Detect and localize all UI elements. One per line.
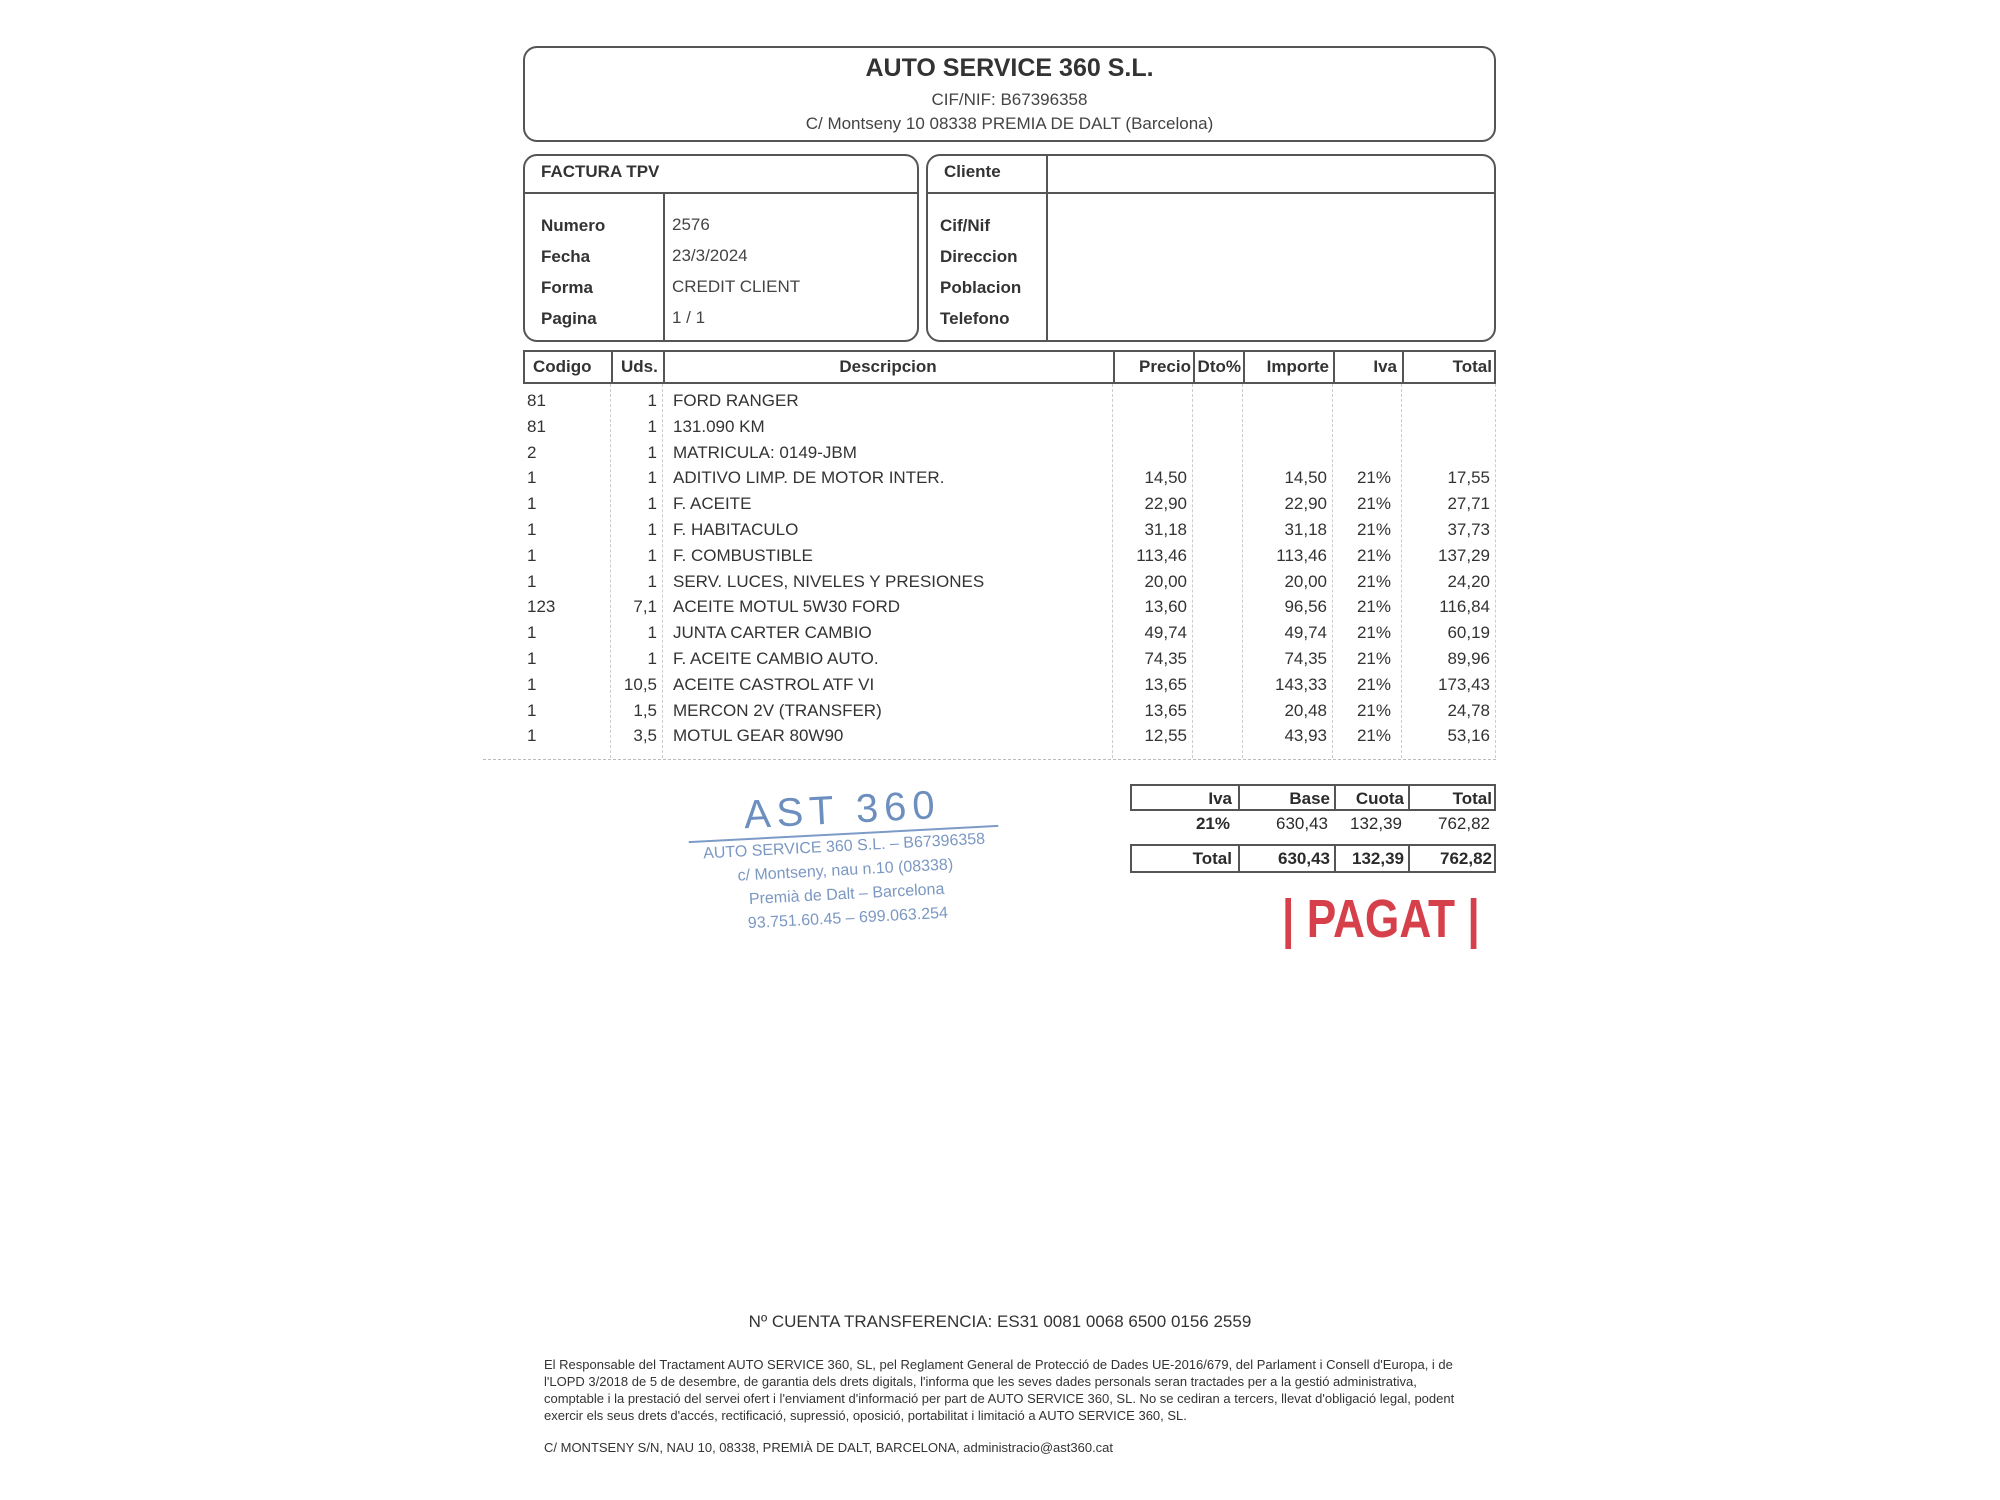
col-precio: Precio <box>1139 357 1191 376</box>
cell-precio: 13,60 <box>1144 597 1187 617</box>
cell-descripcion: MERCON 2V (TRANSFER) <box>673 700 882 720</box>
cell-importe: 20,48 <box>1284 700 1327 720</box>
total-base: 630,43 <box>1278 849 1330 868</box>
cell-codigo: 81 <box>527 391 546 410</box>
cell-total: 60,19 <box>1447 623 1490 643</box>
cell-iva: 21% <box>1356 597 1391 617</box>
items-table <box>523 350 1496 758</box>
table-row <box>523 519 1496 545</box>
total-label: Total <box>1192 849 1232 868</box>
fecha-label: Fecha <box>541 247 591 266</box>
cell-codigo: 123 <box>527 597 556 617</box>
cell-codigo: 1 <box>527 545 537 565</box>
total-amount: 762,82 <box>1440 849 1492 868</box>
cell-total: 116,84 <box>1439 597 1490 617</box>
cell-codigo: 1 <box>527 468 537 488</box>
cell-descripcion: F. COMBUSTIBLE <box>673 545 813 565</box>
telefono-label: Telefono <box>940 309 1010 328</box>
cell-importe: 22,90 <box>1284 494 1327 514</box>
direccion-label: Direccion <box>940 247 1018 266</box>
cell-descripcion: 131.090 KM <box>673 416 765 436</box>
col-importe: Importe <box>1266 357 1329 376</box>
cell-importe: 14,50 <box>1284 468 1327 488</box>
tax-col-cuota: Cuota <box>1355 789 1404 808</box>
cell-codigo: 2 <box>527 442 537 462</box>
cell-precio: 20,00 <box>1144 571 1187 591</box>
cell-total: 173,43 <box>1438 674 1490 694</box>
company-header <box>523 46 1496 142</box>
cell-uds: 1 <box>647 416 657 436</box>
cell-total: 137,29 <box>1438 545 1490 565</box>
forma-label: Forma <box>541 278 593 297</box>
company-name: AUTO SERVICE 360 S.L. <box>865 54 1154 82</box>
cell-importe: 49,74 <box>1284 623 1327 643</box>
cell-precio: 13,65 <box>1144 700 1187 720</box>
cell-uds: 1 <box>647 545 657 565</box>
items-table-header <box>523 350 1496 384</box>
table-row <box>523 571 1496 597</box>
cell-iva: 21% <box>1356 520 1391 539</box>
table-row <box>523 416 1496 442</box>
invoice-info-box <box>523 154 919 342</box>
client-info-box <box>926 154 1496 342</box>
cell-uds: 1 <box>647 442 657 462</box>
cell-total: 89,96 <box>1447 649 1490 668</box>
cell-codigo: 1 <box>527 726 537 746</box>
cell-precio: 49,74 <box>1144 623 1187 643</box>
col-total: Total <box>1452 357 1492 376</box>
cell-codigo: 1 <box>527 623 537 643</box>
cell-iva: 21% <box>1356 623 1391 643</box>
company-cif: CIF/NIF: B67396358 <box>931 90 1088 109</box>
cell-uds: 1 <box>647 494 657 514</box>
cell-descripcion: ACEITE CASTROL ATF VI <box>673 674 875 694</box>
cell-importe: 113,46 <box>1276 545 1327 565</box>
tax-base: 630,43 <box>1276 814 1328 833</box>
numero-value: 2576 <box>672 215 710 234</box>
cell-descripcion: MATRICULA: 0149-JBM <box>673 442 857 462</box>
cell-descripcion: MOTUL GEAR 80W90 <box>673 726 844 746</box>
tax-summary-row <box>1130 811 1496 838</box>
cell-importe: 74,35 <box>1284 649 1327 668</box>
col-codigo: Codigo <box>533 357 592 376</box>
company-stamp <box>676 779 1013 946</box>
divider <box>483 759 1496 760</box>
forma-value: CREDIT CLIENT <box>672 277 801 296</box>
table-row <box>523 674 1496 700</box>
cell-descripcion: ADITIVO LIMP. DE MOTOR INTER. <box>673 468 945 488</box>
cell-precio: 13,65 <box>1144 674 1187 694</box>
cell-uds: 1 <box>647 649 657 668</box>
cell-precio: 22,90 <box>1144 494 1187 514</box>
cell-importe: 96,56 <box>1284 597 1327 617</box>
cell-iva: 21% <box>1356 674 1391 694</box>
cell-precio: 14,50 <box>1144 468 1187 488</box>
fecha-value: 23/3/2024 <box>672 246 748 265</box>
bank-account: Nº CUENTA TRANSFERENCIA: ES31 0081 0068 6500 0156 2559 <box>748 1312 1252 1331</box>
cell-codigo: 1 <box>527 700 537 720</box>
cell-iva: 21% <box>1356 545 1391 565</box>
cell-precio: 113,46 <box>1136 545 1187 565</box>
cell-importe: 20,00 <box>1284 571 1327 591</box>
cell-total: 53,16 <box>1447 726 1490 746</box>
cell-precio: 74,35 <box>1144 649 1187 668</box>
pagina-label: Pagina <box>541 309 597 328</box>
cell-descripcion: F. HABITACULO <box>673 520 799 539</box>
table-row <box>523 648 1496 674</box>
cell-iva: 21% <box>1356 726 1391 746</box>
cell-codigo: 1 <box>527 571 537 591</box>
col-descripcion: Descripcion <box>839 357 937 376</box>
poblacion-label: Poblacion <box>940 278 1022 297</box>
cell-importe: 143,33 <box>1275 674 1327 694</box>
total-cuota: 132,39 <box>1352 849 1404 868</box>
divider <box>663 192 665 340</box>
cell-uds: 1 <box>647 623 657 643</box>
cif-label: Cif/Nif <box>940 216 991 235</box>
cell-descripcion: SERV. LUCES, NIVELES Y PRESIONES <box>673 571 985 591</box>
numero-label: Numero <box>541 216 606 235</box>
cell-total: 37,73 <box>1447 520 1490 539</box>
cell-uds: 7,1 <box>633 597 657 617</box>
cell-iva: 21% <box>1356 468 1391 488</box>
invoice-title: FACTURA TPV <box>541 162 660 181</box>
divider <box>928 192 1494 194</box>
cell-descripcion: F. ACEITE CAMBIO AUTO. <box>673 649 879 668</box>
cell-precio: 31,18 <box>1144 520 1187 539</box>
cell-precio: 12,55 <box>1144 726 1187 746</box>
cell-descripcion: F. ACEITE <box>673 494 752 514</box>
cell-codigo: 1 <box>527 494 537 514</box>
cell-importe: 43,93 <box>1284 726 1327 746</box>
divider <box>1046 156 1048 340</box>
client-title: Cliente <box>944 162 1001 181</box>
cell-iva: 21% <box>1356 494 1391 514</box>
cell-uds: 1 <box>647 520 657 539</box>
tax-rate: 21% <box>1195 814 1230 833</box>
col-dto: Dto% <box>1197 357 1241 376</box>
cell-uds: 10,5 <box>623 674 657 694</box>
footer-address: C/ MONTSENY S/N, NAU 10, 08338, PREMIÀ DE DALT, BARCELONA, administracio@ast360.cat <box>544 1440 1114 1455</box>
cell-uds: 3,5 <box>633 726 657 746</box>
table-row <box>523 390 1496 416</box>
table-row <box>523 596 1496 622</box>
cell-codigo: 1 <box>527 520 537 539</box>
cell-total: 24,20 <box>1447 571 1490 591</box>
cell-descripcion: ACEITE MOTUL 5W30 FORD <box>673 597 901 617</box>
col-iva: Iva <box>1373 357 1397 376</box>
cell-iva: 21% <box>1356 571 1391 591</box>
paid-stamp: | PAGAT | <box>1282 889 1480 949</box>
cell-total: 17,55 <box>1447 468 1490 488</box>
stamp-line-3: Premià de Dalt – Barcelona <box>748 880 945 909</box>
table-row <box>523 725 1496 751</box>
tax-summary-total-row <box>1130 844 1496 873</box>
pagina-value: 1 / 1 <box>672 308 706 327</box>
tax-col-total: Total <box>1452 789 1492 808</box>
items-table-body <box>523 384 1496 758</box>
table-row <box>523 622 1496 648</box>
cell-descripcion: FORD RANGER <box>673 391 799 410</box>
divider <box>525 192 917 194</box>
cell-total: 24,78 <box>1447 700 1490 720</box>
tax-summary <box>1130 784 1496 873</box>
stamp-logo: AST 360 <box>742 782 942 838</box>
table-row <box>523 700 1496 726</box>
tax-total: 762,82 <box>1438 814 1490 833</box>
stamp-line-4: 93.751.60.45 – 699.063.254 <box>747 904 949 933</box>
table-row <box>523 442 1496 468</box>
table-row <box>523 493 1496 519</box>
cell-importe: 31,18 <box>1284 520 1327 539</box>
tax-col-iva: Iva <box>1208 789 1232 808</box>
cell-codigo: 81 <box>527 416 546 436</box>
cell-uds: 1 <box>647 468 657 488</box>
cell-uds: 1,5 <box>633 700 657 720</box>
stamp-line-1: AUTO SERVICE 360 S.L. – B67396358 <box>702 830 986 863</box>
tax-cuota: 132,39 <box>1350 814 1402 833</box>
cell-descripcion: JUNTA CARTER CAMBIO <box>673 623 872 643</box>
paid-stamp-text: PAGAT <box>1306 889 1456 949</box>
stamp-line-2: c/ Montseny, nau n.10 (08338) <box>737 856 954 885</box>
cell-uds: 1 <box>647 571 657 591</box>
cell-codigo: 1 <box>527 674 537 694</box>
cell-total: 27,71 <box>1447 494 1490 514</box>
table-row <box>523 467 1496 493</box>
tax-summary-header <box>1130 784 1496 811</box>
col-uds: Uds. <box>621 357 658 376</box>
table-row <box>523 545 1496 571</box>
company-address: C/ Montseny 10 08338 PREMIA DE DALT (Barcelona) <box>805 114 1214 133</box>
tax-col-base: Base <box>1289 789 1330 808</box>
legal-notice: El Responsable del Tractament AUTO SERVICE 360, SL, pel Reglament General de Protecció de Dades UE-2016/679, del Parlament i Consell d'Europa, i de l'LOPD 3/2018 de 5 de desembre, de garantia dels drets digitals, l'informa que les seves dades personals seran tractades per a la gestió administrativa, comptable i la prestació del servei ofert i l'enviament d'informació per part de AUTO SERVICE 360, SL. No se cediran a tercers, llevat d'obligació legal, podent exercir els seus drets d'accés, rectificació, supressió, oposició, portabilitat i limitació a AUTO SERVICE 360, SL. <box>544 1357 1455 1423</box>
cell-uds: 1 <box>647 391 657 410</box>
cell-iva: 21% <box>1356 700 1391 720</box>
cell-codigo: 1 <box>527 649 537 668</box>
divider <box>611 352 613 382</box>
cell-iva: 21% <box>1356 649 1391 668</box>
